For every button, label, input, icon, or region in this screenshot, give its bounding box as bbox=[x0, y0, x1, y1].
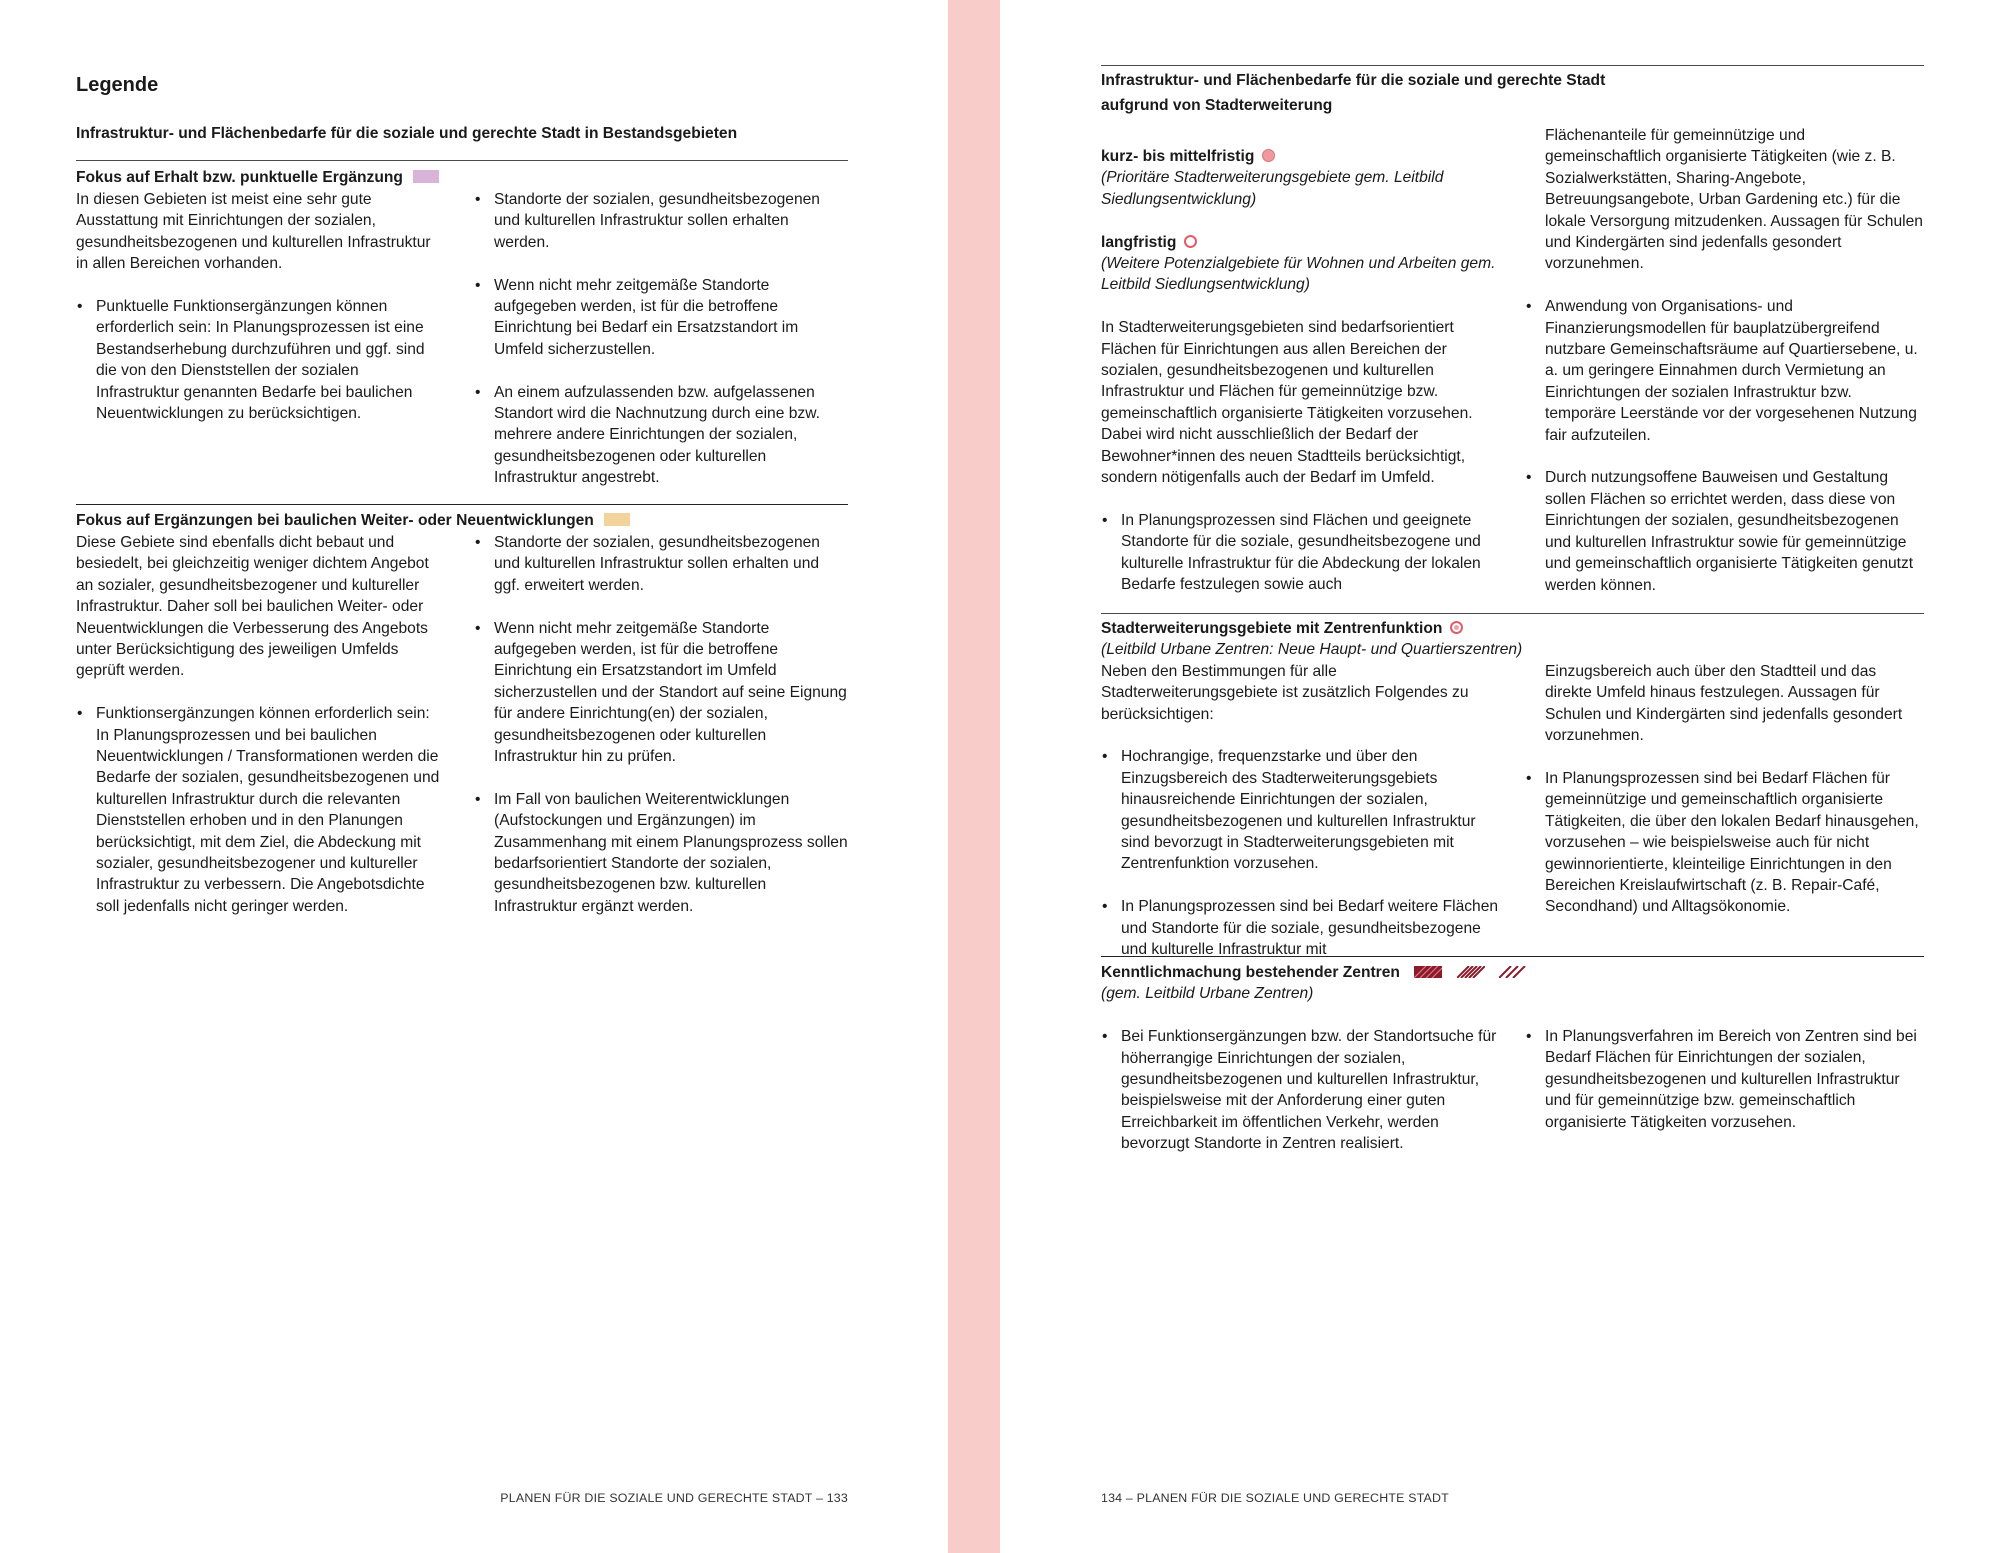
right-page bbox=[1000, 0, 2000, 1553]
list-item: • Bei Funktionsergänzungen bzw. der Standortsuche für höherrangige Einrichtungen der sozialen, gesundheitsbezogenen und kulturellen Infrastruktur, beispielsweise mit der Anforderung einer guten Erreichbarkeit im öffentlichen Verkehr, werden bevorzugt Standorte in Zentren realisiert. bbox=[1101, 1026, 1501, 1154]
divider bbox=[1101, 65, 1924, 66]
section-ergaenzung-title bbox=[76, 510, 630, 531]
centers-heading bbox=[1101, 962, 1501, 983]
long-term-note: (Weitere Potenzialgebiete für Wohnen und Arbeiten gem. Leitbild Siedlungsentwicklung) bbox=[1101, 255, 1496, 294]
section-ergaenzung-intro: Diese Gebiete sind ebenfalls dicht bebaut und besiedelt, bei gleichzeitig weniger dichtem Angebot an sozialer, gesundheitsbezogener und kultureller Infrastruktur. Daher soll bei baulichen Weiter- oder Neuentwicklungen die Verbesserung des Angebots unter Berücksichtigung des jeweiligen Umfelds geprüft werden. bbox=[76, 534, 429, 680]
section-erhalt-label: Fokus auf Erhalt bzw. punktuelle Ergänzung bbox=[76, 169, 403, 186]
purple-swatch bbox=[413, 170, 439, 183]
centers-bullets-left bbox=[1101, 1026, 1501, 1154]
list-item: • Standorte der sozialen, gesundheitsbezogenen und kulturellen Infrastruktur sollen erhalten werden. bbox=[474, 189, 848, 253]
yellow-swatch bbox=[604, 513, 630, 526]
centers-right-col bbox=[1525, 1026, 1925, 1154]
centers-bullets-right bbox=[1525, 1026, 1925, 1133]
section-ergaenzung-left-col bbox=[76, 532, 446, 939]
divider bbox=[76, 160, 848, 161]
list-item: • Anwendung von Organisations- und Finanzierungsmodellen für bauplatzübergreifend nutzbare Gemeinschaftsräume auf Quartiersebene, u. a. um geringere Einnahmen durch Vermietung an Einrichtungen der sozialen Infrastruktur bzw. temporäre Leerstände vor der vorgesehenen Nutzung fair aufzuteilen. bbox=[1525, 296, 1925, 446]
center-function-bullets-left bbox=[1101, 746, 1501, 960]
section-erhalt-title bbox=[76, 167, 439, 188]
center-function-heading bbox=[1101, 618, 1521, 639]
list-item: • Im Fall von baulichen Weiterentwicklungen (Aufstockungen und Ergänzungen) im Zusammenhang mit einem Planungsprozess sollen bedarfsorientiert Standorte der sozialen, gesundheitsbezogenen bzw. kulturellen Infrastruktur ergänzt werden. bbox=[474, 789, 848, 917]
short-term-note: (Prioritäre Stadterweiterungsgebiete gem. Leitbild Siedlungsentwicklung) bbox=[1101, 169, 1444, 208]
list-item: • An einem aufzulassenden bzw. aufgelassenen Standort wird die Nachnutzung durch eine bzw. mehrere andere Einrichtungen der sozialen, gesundheitsbezogenen oder kulturellen Infrastruktur angestrebt. bbox=[474, 382, 848, 489]
section-ergaenzung-bullets-left bbox=[76, 703, 446, 917]
filled-circle-icon bbox=[1262, 149, 1275, 162]
list-item: • Wenn nicht mehr zeitgemäße Standorte aufgegeben werden, ist für die betroffene Einrichtung bei Bedarf ein Ersatzstandort im Umfeld sicherzustellen. bbox=[474, 275, 848, 361]
divider bbox=[1101, 956, 1924, 957]
list-item: • In Planungsprozessen sind bei Bedarf Flächen für gemeinnützige und gemeinschaftlich organisierte Tätigkeiten, die über den lokalen Bedarf hinausgehen, vorzusehen – wie beispielsweise auch für nicht gewinnorientierte, kleinteilige Einrichtungen in den Bereichen Kreislaufwirtschaft (z. B. Repair-Café, Secondhand) und Alltagsökonomie. bbox=[1525, 768, 1925, 918]
page-subtitle: Infrastruktur- und Flächenbedarfe für die soziale und gerechte Stadt in Bestandsgebieten bbox=[76, 125, 738, 142]
expansion-left-col bbox=[1101, 146, 1501, 617]
centers-note: (gem. Leitbild Urbane Zentren) bbox=[1101, 985, 1314, 1003]
centers-left-col bbox=[1101, 962, 1501, 1176]
left-page bbox=[0, 0, 948, 1553]
page-footer-right: 134 – PLANEN FÜR DIE SOZIALE UND GERECHTE STADT bbox=[1101, 1491, 1449, 1505]
section-ergaenzung-right-col bbox=[474, 532, 848, 939]
divider bbox=[76, 504, 848, 505]
center-function-left-col bbox=[1101, 618, 1521, 982]
page-footer-left: PLANEN FÜR DIE SOZIALE UND GERECHTE STADT – 133 bbox=[500, 1491, 848, 1505]
center-function-intro: Neben den Bestimmungen für alle Stadterweiterungsgebiete ist zusätzlich Folgendes zu berücksichtigen: bbox=[1101, 662, 1469, 723]
long-term-label: langfristig bbox=[1101, 233, 1177, 251]
dense-hatch-icon bbox=[1457, 966, 1485, 978]
ring-circle-icon bbox=[1184, 235, 1197, 248]
list-item: • Wenn nicht mehr zeitgemäße Standorte aufgegeben werden, ist für die betroffene Einrichtung ein Ersatzstandort im Umfeld sicherzustellen und der Standort auf seine Eignung für andere Einrichtung(en) der sozialen, gesundheitsbezogenen oder kulturellen Infrastruktur hin zu prüfen. bbox=[474, 618, 848, 768]
expansion-bullets-right bbox=[1525, 296, 1925, 596]
right-page-title-line1: Infrastruktur- und Flächenbedarfe für die soziale und gerechte Stadt bbox=[1101, 72, 1606, 89]
list-item: • In Planungsprozessen sind Flächen und geeignete Standorte für die soziale, gesundheitsbezogene und kulturelle Infrastruktur für die Abdeckung der lokalen Bedarfe festzulegen sowie auch bbox=[1101, 510, 1501, 596]
legend-title: Legende bbox=[76, 74, 159, 96]
section-erhalt-left-col bbox=[76, 189, 446, 446]
center-function-bullets-right bbox=[1525, 768, 1925, 918]
list-item: • Standorte der sozialen, gesundheitsbezogenen und kulturellen Infrastruktur sollen erhalten und ggf. erweitert werden. bbox=[474, 532, 848, 596]
section-erhalt-bullets-right bbox=[474, 189, 848, 489]
centers-title: Kenntlichmachung bestehender Zentren bbox=[1101, 964, 1400, 981]
solid-hatch-icon bbox=[1414, 966, 1442, 978]
expansion-intro: In Stadterweiterungsgebieten sind bedarfsorientiert Flächen für Einrichtungen aus allen Bereichen der sozialen, gesundheitsbezogenen und kulturellen Infrastruktur und Flächen für gemeinnützige bzw. gemeinschaftlich organisierte Tätigkeiten vorzusehen. Dabei wird nicht ausschließlich der Bedarf der Bewohner*innen des neuen Stadtteils berücksichtigt, sondern nötigenfalls auch der Bedarf im Umfeld. bbox=[1101, 319, 1473, 487]
expansion-continuation: Flächenanteile für gemeinnützige und gemeinschaftlich organisierte Tätigkeiten (wie z. B. Sozialwerkstätten, Sharing-Angebote, Betreuungsangebote, Urban Gardening etc.) für die lokale Versorgung mitzudenken. Aussagen für Schulen und Kindergärten sind jedenfalls gesondert vorzunehmen. bbox=[1545, 127, 1923, 273]
long-term-heading bbox=[1101, 232, 1501, 253]
list-item: • In Planungsprozessen sind bei Bedarf weitere Flächen und Standorte für die soziale, gesundheitsbezogene und kulturelle Infrastruktur mit bbox=[1101, 896, 1501, 960]
list-item: • Punktuelle Funktionsergänzungen können erforderlich sein: In Planungsprozessen ist eine Bestandserhebung durchzuführen und ggf. sind die von den Dienststellen der sozialen Infrastruktur genannten Bedarfe bei baulichen Neuentwicklungen zu berücksichtigen. bbox=[76, 296, 446, 424]
section-erhalt-intro: In diesen Gebieten ist meist eine sehr gute Ausstattung mit Einrichtungen der sozialen, gesundheitsbezogenen und kulturellen Infrastruktur in allen Bereichen vorhanden. bbox=[76, 191, 431, 273]
section-erhalt-right-col bbox=[474, 189, 848, 510]
expansion-bullets-left bbox=[1101, 510, 1501, 596]
center-function-right-col bbox=[1525, 661, 1925, 939]
expansion-right-col bbox=[1525, 125, 1925, 617]
section-erhalt-bullets-left bbox=[76, 296, 446, 424]
section-ergaenzung-label: Fokus auf Ergänzungen bei baulichen Weiter- oder Neuentwicklungen bbox=[76, 512, 594, 529]
book-spine bbox=[948, 0, 1000, 1553]
list-item: • In Planungsverfahren im Bereich von Zentren sind bei Bedarf Flächen für Einrichtungen der sozialen, gesundheitsbezogenen und kulturellen Infrastruktur und für gemeinnützige bzw. gemeinschaftlich organisierte Tätigkeiten vorzusehen. bbox=[1525, 1026, 1925, 1133]
center-function-title: Stadterweiterungsgebiete mit Zentrenfunktion bbox=[1101, 620, 1443, 637]
divider bbox=[1101, 613, 1924, 614]
short-term-label: kurz- bis mittelfristig bbox=[1101, 148, 1255, 165]
center-function-note: (Leitbild Urbane Zentren: Neue Haupt- und Quartierszentren) bbox=[1101, 641, 1523, 659]
list-item: • Durch nutzungsoffene Bauweisen und Gestaltung sollen Flächen so errichtet werden, dass diese von Einrichtungen der sozialen, gesundheitsbezogenen und kulturellen Infrastruktur sowie für gemeinnützige und gemeinschaftlich organisierte Tätigkeiten genutzt werden können. bbox=[1525, 467, 1925, 595]
center-function-continuation: Einzugsbereich auch über den Stadtteil und das direkte Umfeld hinaus festzulegen. Aussagen für Schulen und Kindergärten sind jedenfalls gesondert vorzunehmen. bbox=[1545, 663, 1903, 745]
right-page-title-line2: aufgrund von Stadterweiterung bbox=[1101, 97, 1333, 114]
list-item: • Hochrangige, frequenzstarke und über den Einzugsbereich des Stadterweiterungsgebiets hinausreichende Einrichtungen der sozialen, gesundheitsbezogenen und kulturellen Infrastruktur sind bevorzugt in Stadterweiterungsgebieten mit Zentrenfunktion vorzusehen. bbox=[1101, 746, 1501, 874]
sparse-hatch-icon bbox=[1499, 966, 1527, 978]
dotted-circle-icon bbox=[1450, 621, 1463, 634]
section-ergaenzung-bullets-right bbox=[474, 532, 848, 917]
list-item: • Funktionsergänzungen können erforderlich sein: In Planungsprozessen und bei baulichen Neuentwicklungen / Transformationen werden die Bedarfe der sozialen, gesundheitsbezogenen und kulturellen Infrastruktur durch die relevanten Dienststellen erhoben und in den Planungen berücksichtigt, mit dem Ziel, die Abdeckung mit sozialer, gesundheitsbezogener und kultureller Infrastruktur zu verbessern. Die Angebotsdichte soll jedenfalls nicht geringer werden. bbox=[76, 703, 446, 917]
short-term-heading bbox=[1101, 146, 1501, 167]
